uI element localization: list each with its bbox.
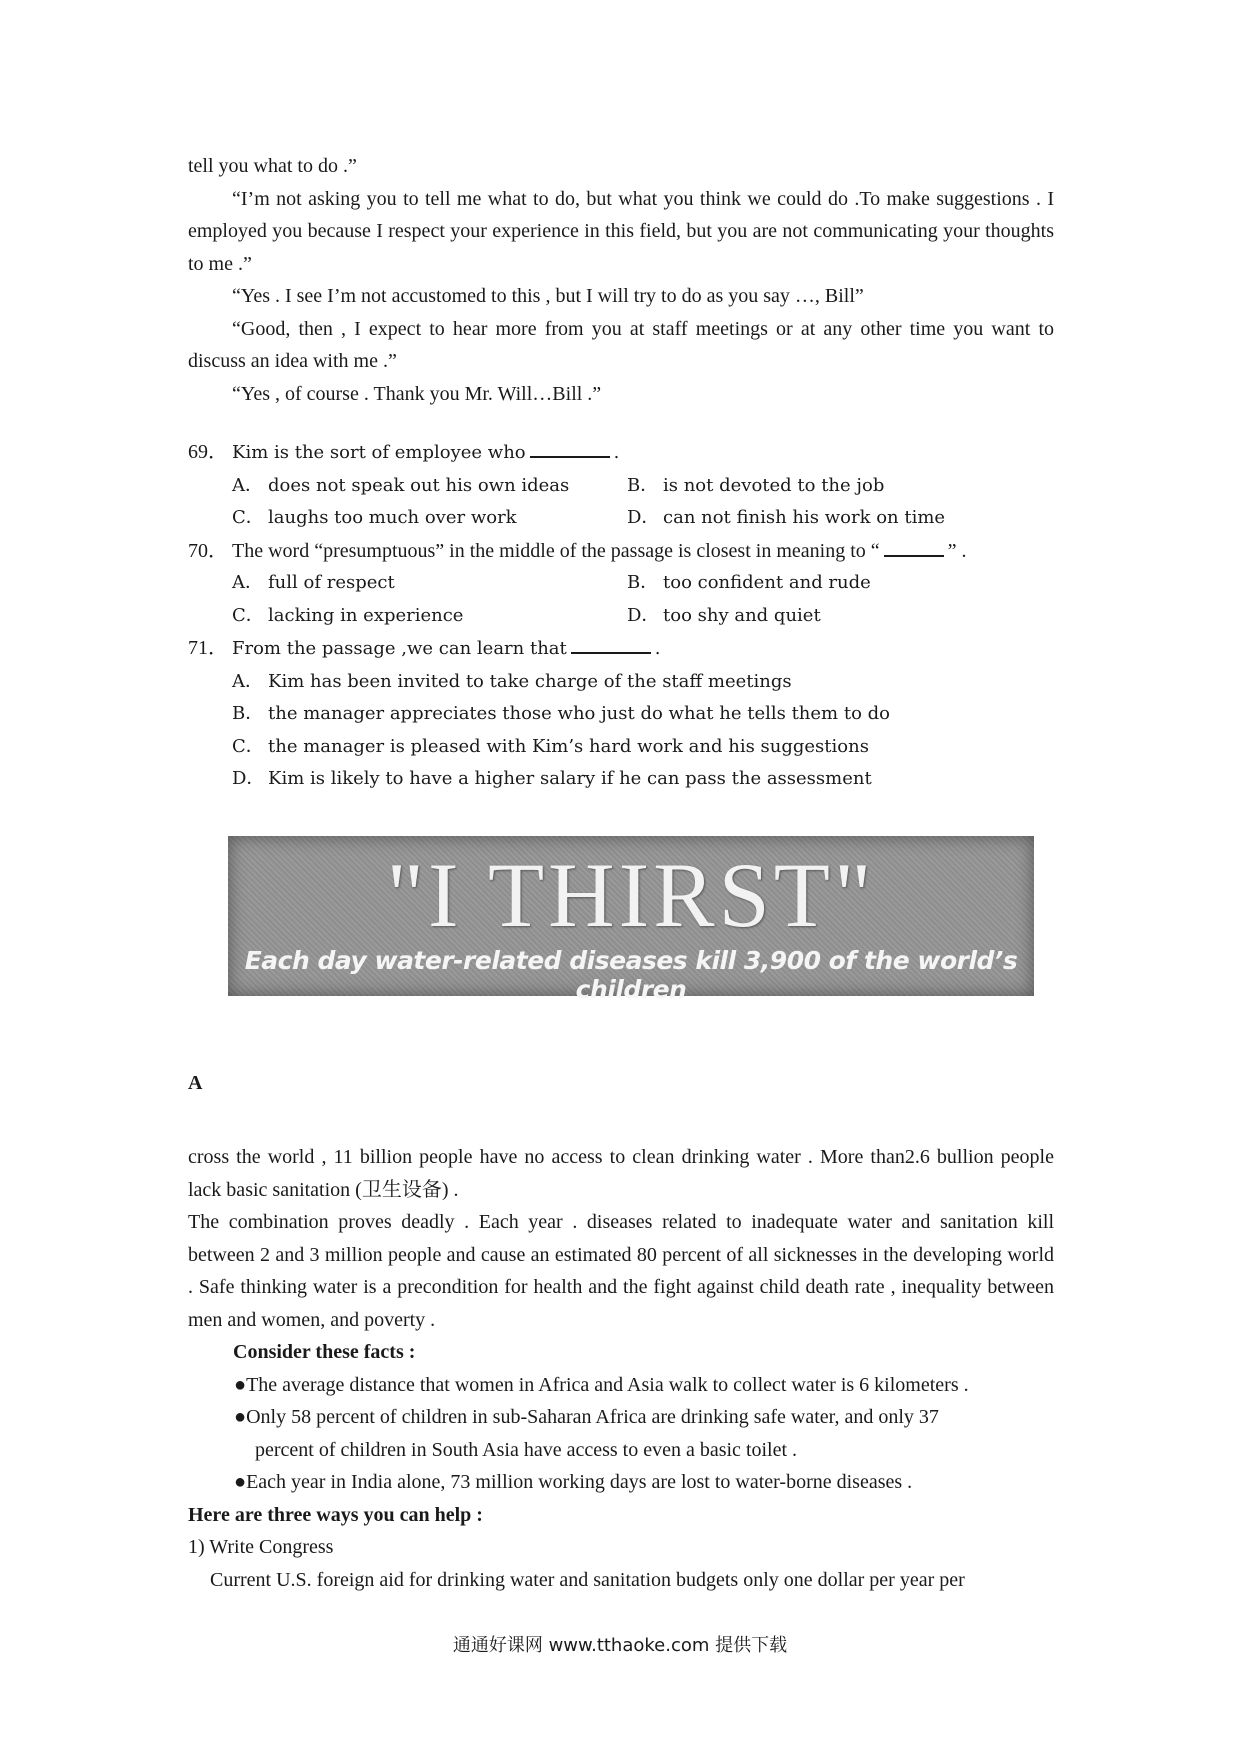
fact-item-continuation: percent of children in South Asia have access to even a basic toilet .	[255, 1438, 798, 1461]
option-letter: C．	[232, 507, 264, 528]
option-c	[232, 502, 627, 535]
passage-paragraph: cross the world , 11 billion people have no access to clean drinking water . More than2.6 bullion people lack basic sanitation (卫生设备) .	[188, 1146, 1054, 1201]
option-letter: D．	[232, 768, 265, 789]
question-stem: The word “presumptuous” in the middle of the passage is closest in meaning to “	[232, 539, 880, 562]
option-text: lacking in experience	[268, 604, 464, 626]
option-letter: C．	[232, 604, 264, 626]
option-d	[627, 502, 1022, 535]
option-letter: A．	[232, 474, 263, 496]
option-text: does not speak out his own ideas	[268, 474, 570, 496]
option-c	[232, 600, 627, 633]
option-letter: B．	[627, 572, 659, 593]
option-letter: A．	[232, 572, 263, 593]
question-number: 71．	[188, 637, 228, 659]
answer-blank	[571, 634, 651, 654]
question-number: 69．	[188, 441, 228, 463]
option-text: laughs too much over work	[268, 507, 517, 528]
question-stem-end: .	[613, 442, 620, 463]
question-stem-end: .	[654, 638, 661, 659]
option-text: Kim has been invited to take charge of the staff meetings	[268, 670, 792, 692]
option-b	[627, 567, 1022, 600]
question-71	[188, 632, 1054, 666]
option-letter: D．	[627, 604, 660, 626]
question-69	[188, 436, 1054, 470]
banner-subtitle: Each day water-related diseases kill 3,900 of the world’s children	[244, 946, 1018, 1004]
passage-paragraph: “Yes , of course . Thank you Mr. Will…Bill .”	[232, 382, 602, 405]
option-text: can not finish his work on time	[663, 507, 946, 528]
question-stem-end: ” .	[947, 539, 967, 562]
banner-title: "I THIRST"	[386, 844, 876, 946]
option-a	[232, 470, 627, 503]
passage-paragraph: “Yes . I see I’m not accustomed to this , but I will try to do as you say …, Bill”	[232, 285, 864, 307]
passage-a	[188, 1141, 1054, 1596]
option-letter: A．	[232, 670, 263, 692]
options-row	[188, 600, 1054, 633]
passage-paragraph: “Good, then , I expect to hear more from you at staff meetings or at any other time you want to discuss an idea with me .”	[188, 317, 1054, 372]
option-d	[188, 763, 1054, 796]
help-way-1-text: Current U.S. foreign aid for drinking water and sanitation budgets only one dollar per year per	[210, 1568, 965, 1591]
help-heading: Here are three ways you can help :	[188, 1503, 483, 1526]
question-stem: From the passage ,we can learn that	[232, 638, 567, 659]
option-a	[232, 567, 627, 600]
fact-item: ●Only 58 percent of children in sub-Saharan Africa are drinking safe water, and only 37	[234, 1406, 939, 1428]
option-a	[188, 666, 1054, 699]
option-b	[188, 698, 1054, 731]
option-letter: B．	[627, 474, 659, 496]
passage-paragraph: The combination proves deadly . Each year . diseases related to inadequate water and sanitation kill between 2 and 3 million people and cause an estimated 80 percent of all sicknesses in the developing world . Safe thinking water is a precondition for health and the fight against child death rate , inequality between men and women, and poverty .	[188, 1211, 1054, 1331]
facts-heading: Consider these facts :	[233, 1341, 416, 1363]
fact-item: ●Each year in India alone, 73 million working days are lost to water-borne diseases .	[234, 1471, 913, 1493]
option-text: the manager is pleased with Kim’s hard work and his suggestions	[268, 735, 869, 757]
options-row	[188, 470, 1054, 503]
option-text: is not devoted to the job	[663, 474, 885, 496]
option-text: too shy and quiet	[663, 604, 821, 626]
question-number: 70．	[188, 539, 228, 562]
question-70	[188, 535, 1054, 568]
answer-blank	[884, 537, 944, 557]
i-thirst-banner	[228, 836, 1034, 1004]
answer-blank	[530, 438, 610, 458]
passage-paragraph: “I’m not asking you to tell me what to do, but what you think we could do .To make suggestions . I employed you because I respect your experience in this field, but you are not communicating your thoughts to me .”	[188, 187, 1054, 275]
fact-item: ●The average distance that women in Africa and Asia walk to collect water is 6 kilometers .	[234, 1373, 969, 1396]
option-letter: B．	[232, 703, 264, 724]
passage-continuation	[188, 150, 1054, 796]
option-text: full of respect	[268, 572, 395, 593]
section-label: A	[188, 1072, 203, 1094]
option-letter: D．	[627, 507, 660, 528]
option-text: the manager appreciates those who just do what he tells them to do	[268, 703, 890, 724]
option-text: Kim is likely to have a higher salary if he can pass the assessment	[268, 768, 872, 789]
option-letter: C．	[232, 735, 264, 757]
option-c	[188, 731, 1054, 764]
options-row	[188, 567, 1054, 600]
options-row	[188, 502, 1054, 535]
option-b	[627, 470, 1022, 503]
passage-line: tell you what to do .”	[188, 155, 357, 177]
question-stem: Kim is the sort of employee who	[232, 442, 526, 463]
option-text: too confident and rude	[663, 572, 871, 593]
help-way-1: 1) Write Congress	[188, 1536, 334, 1558]
option-d	[627, 600, 1022, 633]
page-footer: 通通好课网 www.tthaoke.com 提供下载	[452, 1635, 788, 1656]
